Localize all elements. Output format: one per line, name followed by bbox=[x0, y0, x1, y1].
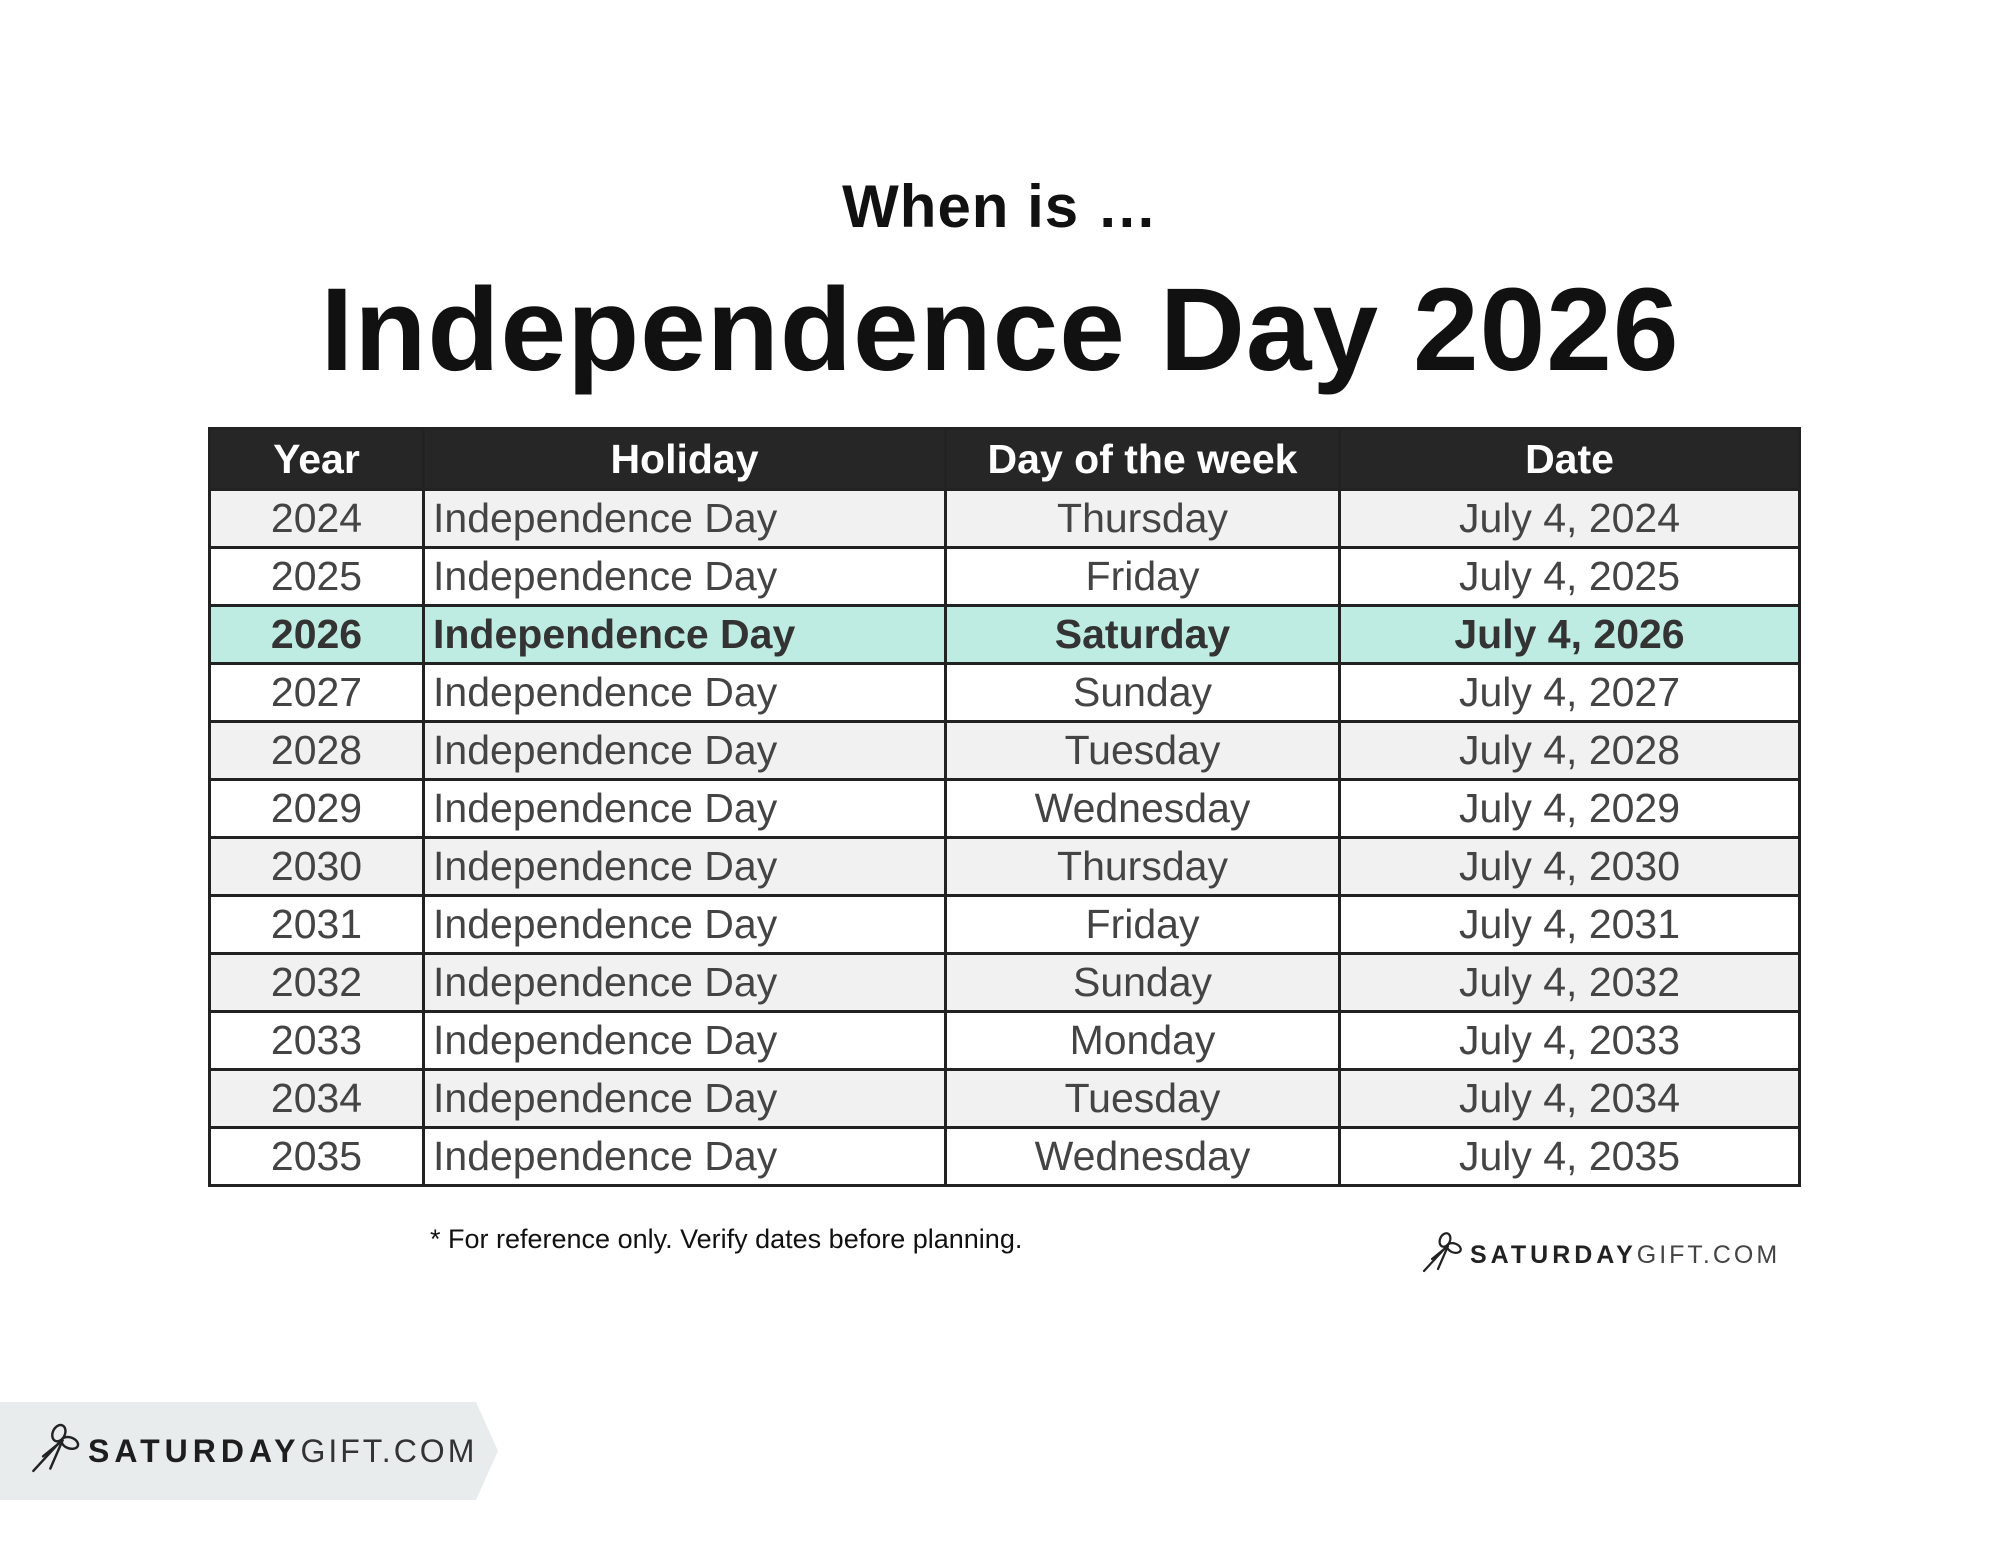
brand-name-light: GIFT.COM bbox=[1636, 1240, 1781, 1269]
cell-day-of-week: Sunday bbox=[946, 664, 1340, 722]
brand-logo bbox=[1418, 1233, 1780, 1277]
holiday-table bbox=[208, 427, 1801, 1187]
cell-holiday: Independence Day bbox=[424, 722, 946, 780]
cell-day-of-week: Tuesday bbox=[946, 1070, 1340, 1128]
table-row bbox=[210, 954, 1800, 1012]
cell-year: 2029 bbox=[210, 780, 424, 838]
cell-day-of-week: Wednesday bbox=[946, 1128, 1340, 1186]
cell-day-of-week: Friday bbox=[946, 896, 1340, 954]
page-title: Independence Day 2026 bbox=[320, 264, 1680, 396]
cell-holiday: Independence Day bbox=[424, 664, 946, 722]
cell-date: July 4, 2024 bbox=[1340, 490, 1800, 548]
cell-year: 2028 bbox=[210, 722, 424, 780]
bow-scissors-icon bbox=[26, 1422, 82, 1481]
cell-day-of-week: Wednesday bbox=[946, 780, 1340, 838]
cell-holiday: Independence Day bbox=[424, 1070, 946, 1128]
cell-date: July 4, 2029 bbox=[1340, 780, 1800, 838]
bow-scissors-icon bbox=[1418, 1231, 1464, 1280]
column-header-year: Year bbox=[210, 429, 424, 490]
cell-day-of-week: Tuesday bbox=[946, 722, 1340, 780]
cell-holiday: Independence Day bbox=[424, 1012, 946, 1070]
cell-holiday: Independence Day bbox=[424, 896, 946, 954]
cell-date: July 4, 2034 bbox=[1340, 1070, 1800, 1128]
cell-date: July 4, 2033 bbox=[1340, 1012, 1800, 1070]
cell-date: July 4, 2026 bbox=[1340, 606, 1800, 664]
cell-year: 2025 bbox=[210, 548, 424, 606]
cell-year: 2032 bbox=[210, 954, 424, 1012]
column-header-holiday: Holiday bbox=[424, 429, 946, 490]
table-row bbox=[210, 896, 1800, 954]
cell-year: 2027 bbox=[210, 664, 424, 722]
brand-name-bold: SATURDAY bbox=[1470, 1240, 1637, 1269]
cell-day-of-week: Friday bbox=[946, 548, 1340, 606]
cell-year: 2026 bbox=[210, 606, 424, 664]
cell-day-of-week: Saturday bbox=[946, 606, 1340, 664]
cell-day-of-week: Monday bbox=[946, 1012, 1340, 1070]
table-row bbox=[210, 490, 1800, 548]
table-row bbox=[210, 1012, 1800, 1070]
cell-year: 2033 bbox=[210, 1012, 424, 1070]
table-row bbox=[210, 548, 1800, 606]
cell-year: 2034 bbox=[210, 1070, 424, 1128]
cell-holiday: Independence Day bbox=[424, 606, 946, 664]
cell-day-of-week: Thursday bbox=[946, 838, 1340, 896]
table-row bbox=[210, 1070, 1800, 1128]
table-row bbox=[210, 838, 1800, 896]
cell-day-of-week: Thursday bbox=[946, 490, 1340, 548]
cell-holiday: Independence Day bbox=[424, 548, 946, 606]
cell-day-of-week: Sunday bbox=[946, 954, 1340, 1012]
banner-brand-bold: SATURDAY bbox=[88, 1432, 301, 1469]
column-header-day-of-week: Day of the week bbox=[946, 429, 1340, 490]
cell-holiday: Independence Day bbox=[424, 490, 946, 548]
table-body bbox=[210, 490, 1800, 1186]
cell-date: July 4, 2035 bbox=[1340, 1128, 1800, 1186]
cell-year: 2035 bbox=[210, 1128, 424, 1186]
cell-date: July 4, 2027 bbox=[1340, 664, 1800, 722]
table-row bbox=[210, 722, 1800, 780]
table-row-highlighted bbox=[210, 606, 1800, 664]
cell-year: 2031 bbox=[210, 896, 424, 954]
cell-holiday: Independence Day bbox=[424, 780, 946, 838]
page-subtitle: When is … bbox=[842, 173, 1158, 240]
table-row bbox=[210, 1128, 1800, 1186]
cell-holiday: Independence Day bbox=[424, 838, 946, 896]
table-row bbox=[210, 664, 1800, 722]
table-header-row bbox=[210, 429, 1800, 490]
table-row bbox=[210, 780, 1800, 838]
cell-date: July 4, 2025 bbox=[1340, 548, 1800, 606]
footnote: * For reference only. Verify dates before planning. bbox=[430, 1224, 1023, 1254]
cell-year: 2030 bbox=[210, 838, 424, 896]
cell-year: 2024 bbox=[210, 490, 424, 548]
cell-holiday: Independence Day bbox=[424, 954, 946, 1012]
cell-date: July 4, 2030 bbox=[1340, 838, 1800, 896]
brand-banner bbox=[0, 1402, 498, 1500]
banner-brand-light: GIFT.COM bbox=[300, 1432, 478, 1469]
cell-date: July 4, 2028 bbox=[1340, 722, 1800, 780]
cell-date: July 4, 2032 bbox=[1340, 954, 1800, 1012]
column-header-date: Date bbox=[1340, 429, 1800, 490]
cell-date: July 4, 2031 bbox=[1340, 896, 1800, 954]
cell-holiday: Independence Day bbox=[424, 1128, 946, 1186]
